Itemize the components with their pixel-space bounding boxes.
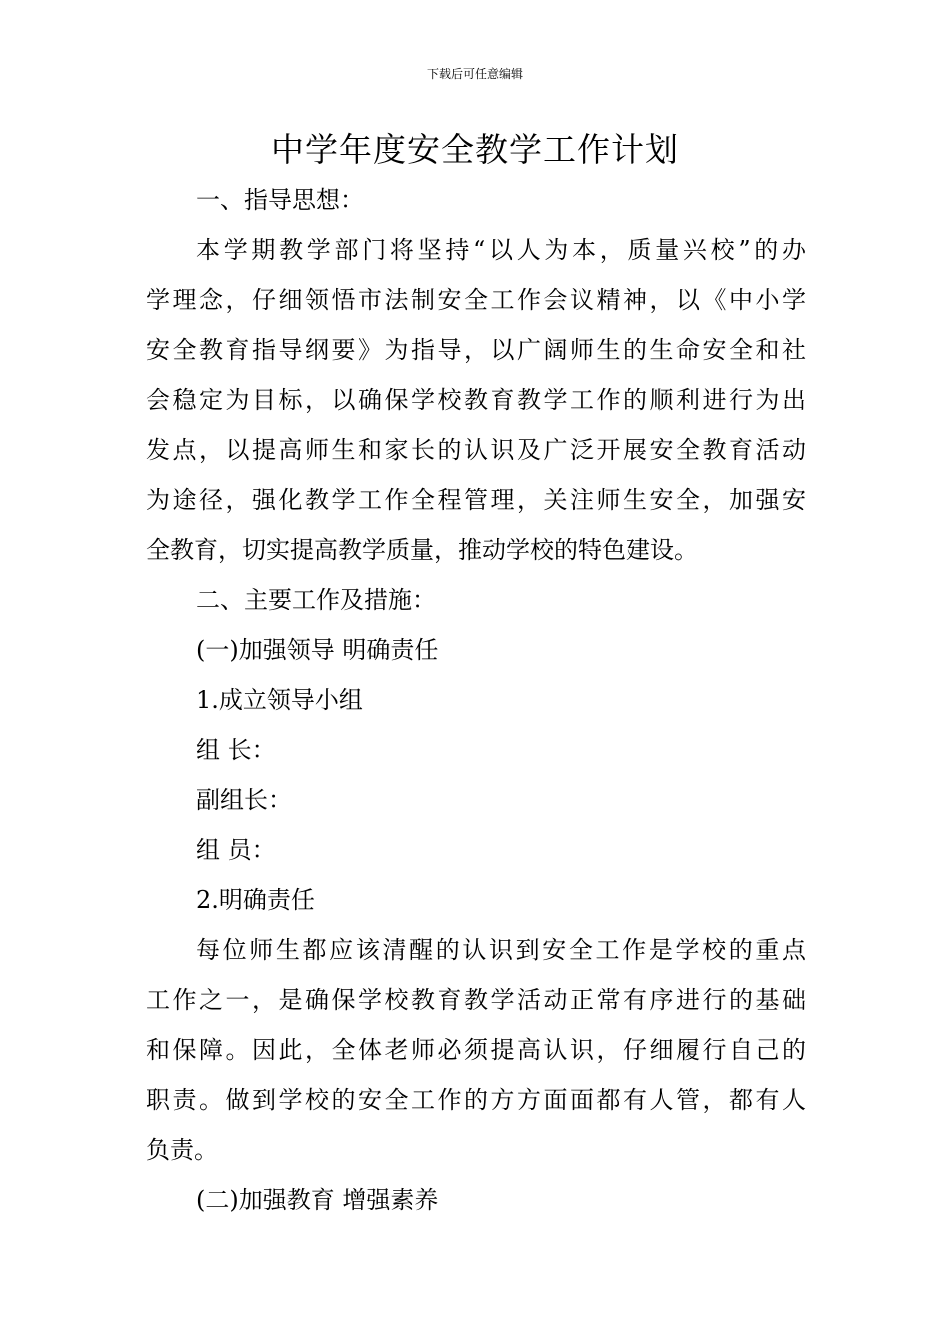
paragraph-line: 和保障。因此，全体老师必须提高认识，仔细履行自己的: [146, 1036, 806, 1064]
subsection-heading-education: (二)加强教育 增强素养: [196, 1186, 439, 1214]
paragraph-line: 本学期教学部门将坚持“以人为本，质量兴校”的办: [196, 236, 806, 264]
paragraph-line: 安全教育指导纲要》为指导，以广阔师生的生命安全和社: [146, 336, 806, 364]
paragraph-line: 每位师生都应该清醒的认识到安全工作是学校的重点: [196, 936, 806, 964]
role-vice-leader: 副组长：: [196, 786, 292, 814]
item-heading-responsibility: 2.明确责任: [196, 886, 315, 914]
paragraph-line: 为途径，强化教学工作全程管理，关注师生安全，加强安: [146, 486, 806, 514]
paragraph-line: 负责。: [146, 1136, 218, 1164]
role-leader: 组 长：: [196, 736, 276, 764]
paragraph-line: 学理念，仔细领悟市法制安全工作会议精神，以《中小学: [146, 286, 806, 314]
item-heading-leading-group: 1.成立领导小组: [196, 686, 363, 714]
paragraph-line: 全教育，切实提高教学质量，推动学校的特色建设。: [146, 536, 698, 564]
paragraph-line: 职责。做到学校的安全工作的方方面面都有人管，都有人: [146, 1086, 806, 1114]
section-heading-guiding-ideology: 一、指导思想：: [196, 186, 364, 214]
header-note: 下载后可任意编辑: [426, 67, 523, 81]
role-members: 组 员：: [196, 836, 276, 864]
subsection-heading-leadership: (一)加强领导 明确责任: [196, 636, 439, 664]
document-title: 中学年度安全教学工作计划: [271, 130, 679, 169]
paragraph-line: 工作之一，是确保学校教育教学活动正常有序进行的基础: [146, 986, 806, 1014]
section-heading-main-work: 二、主要工作及措施：: [196, 586, 436, 614]
paragraph-line: 会稳定为目标，以确保学校教育教学工作的顺利进行为出: [146, 386, 806, 414]
paragraph-line: 发点，以提高师生和家长的认识及广泛开展安全教育活动: [146, 436, 806, 464]
